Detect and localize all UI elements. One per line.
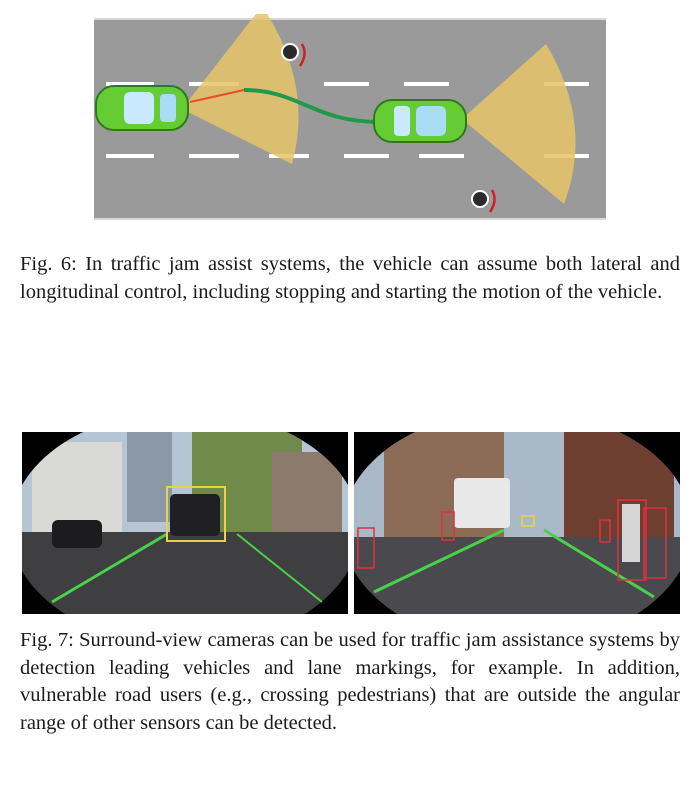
figure-6-caption: Fig. 6: In traffic jam assist systems, the vehicle can assume both lateral and longitudinal control, including stopping and starting the motion of the vehicle. (20, 253, 680, 303)
traffic-jam-assist-diagram (94, 14, 606, 224)
surround-view-frame-right (354, 432, 680, 614)
figure-7-caption: Fig. 7: Surround-view cameras can be used for traffic jam assistance systems by detection leading vehicles and lane markings, for example. In addition, vulnerable road users (e.g., crossing pedestrians) that are outside the angular range of other sensors can be detected. (20, 629, 680, 734)
lead-vehicle (374, 100, 466, 142)
ego-vehicle (96, 86, 188, 130)
surround-view-frame-left (22, 432, 348, 614)
